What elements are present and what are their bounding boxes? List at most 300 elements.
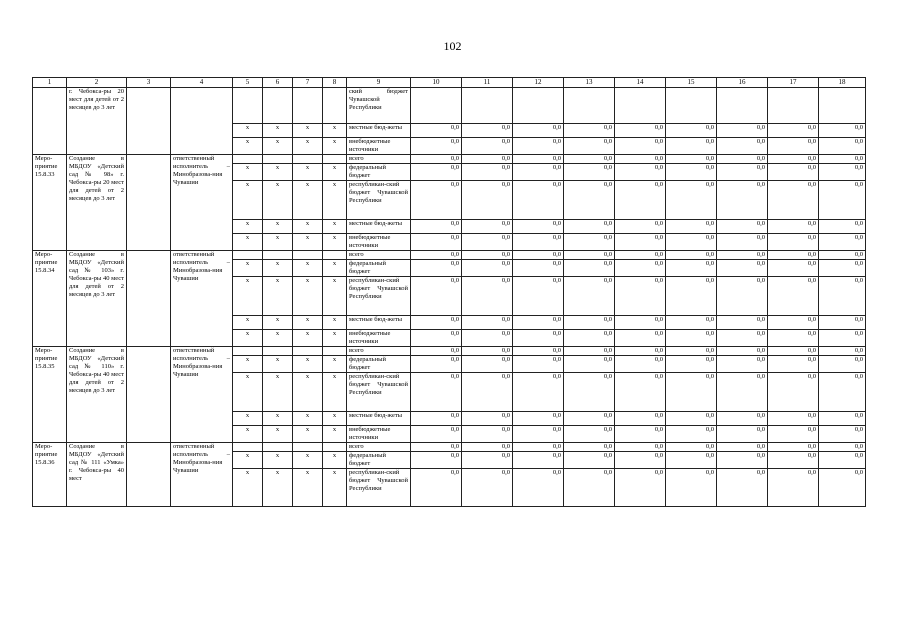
amount-cell: 0,0	[411, 164, 462, 181]
code-mark: x	[263, 452, 293, 469]
code-mark: x	[323, 138, 347, 155]
amount-cell: 0,0	[462, 412, 513, 426]
table-row	[33, 155, 866, 164]
amount-cell: 0,0	[717, 412, 768, 426]
object-cell: Создание в МБДОУ «Детский сад № 110» г. Чебокса-ры 40 мест для детей от 2 месяцев до 3 лет	[67, 347, 127, 443]
code-mark: x	[293, 373, 323, 412]
amount-cell: 0,0	[819, 316, 866, 330]
funding-source: местные бюд-жеты	[347, 220, 411, 234]
amount-cell: 0,0	[717, 373, 768, 412]
code-mark: x	[263, 316, 293, 330]
code-mark: x	[263, 412, 293, 426]
amount-cell: 0,0	[513, 443, 564, 452]
code-mark: x	[233, 124, 263, 138]
amount-cell: 0,0	[564, 347, 615, 356]
funding-source: республикан-ский бюджет Чувашской Республики	[347, 181, 411, 220]
code-mark: x	[323, 234, 347, 251]
code-mark	[293, 251, 323, 260]
amount-cell: 0,0	[819, 277, 866, 316]
code-mark: x	[323, 316, 347, 330]
amount-cell: 0,0	[768, 426, 819, 443]
amount-cell: 0,0	[717, 164, 768, 181]
amount-cell: 0,0	[717, 234, 768, 251]
amount-cell: 0,0	[411, 452, 462, 469]
amount-cell	[615, 88, 666, 124]
code-mark: x	[323, 330, 347, 347]
funding-source: внебюджетные источники	[347, 330, 411, 347]
funding-source: федеральный бюджет	[347, 260, 411, 277]
code-mark: x	[323, 220, 347, 234]
amount-cell: 0,0	[513, 220, 564, 234]
amount-cell: 0,0	[666, 181, 717, 220]
code-mark: x	[323, 426, 347, 443]
code-mark	[263, 155, 293, 164]
funding-source: местные бюд-жеты	[347, 412, 411, 426]
code-mark	[293, 347, 323, 356]
amount-cell: 0,0	[411, 155, 462, 164]
code-mark: x	[323, 373, 347, 412]
amount-cell: 0,0	[513, 181, 564, 220]
funding-source: местные бюд-жеты	[347, 124, 411, 138]
amount-cell: 0,0	[819, 155, 866, 164]
amount-cell: 0,0	[819, 452, 866, 469]
amount-cell: 0,0	[411, 373, 462, 412]
amount-cell: 0,0	[615, 260, 666, 277]
amount-cell: 0,0	[717, 443, 768, 452]
amount-cell: 0,0	[768, 251, 819, 260]
responsible-cell: ответственный исполнитель – Минобразова-ния Чувашии	[171, 251, 233, 347]
code-mark: x	[293, 452, 323, 469]
code-mark: x	[233, 469, 263, 507]
amount-cell: 0,0	[666, 356, 717, 373]
amount-cell: 0,0	[462, 277, 513, 316]
amount-cell: 0,0	[819, 260, 866, 277]
amount-cell: 0,0	[717, 469, 768, 507]
funding-source: всего	[347, 347, 411, 356]
amount-cell: 0,0	[819, 373, 866, 412]
object-cell: Создание в МБДОУ «Детский сад № 98» г. Чебокса-ры 20 мест для детей от 2 месяцев до 3 лет	[67, 155, 127, 251]
responsible-cell: ответственный исполнитель – Минобразова-ния Чувашии	[171, 155, 233, 251]
code-mark	[293, 88, 323, 124]
amount-cell: 0,0	[819, 181, 866, 220]
code-mark: x	[233, 138, 263, 155]
code-mark: x	[293, 412, 323, 426]
code-mark	[323, 251, 347, 260]
column-number-row	[33, 78, 866, 88]
amount-cell: 0,0	[666, 124, 717, 138]
table-row	[33, 443, 866, 452]
code-mark: x	[263, 181, 293, 220]
code-mark: x	[233, 356, 263, 373]
column-number: 8	[323, 78, 347, 88]
column-number: 14	[615, 78, 666, 88]
amount-cell: 0,0	[411, 251, 462, 260]
amount-cell	[666, 88, 717, 124]
amount-cell: 0,0	[768, 260, 819, 277]
amount-cell: 0,0	[615, 155, 666, 164]
object-cell: Создание в МБДОУ «Детский сад № 103» г. Чебокса-ры 40 мест для детей от 2 месяцев до 3 лет	[67, 251, 127, 347]
amount-cell: 0,0	[615, 220, 666, 234]
column-number: 17	[768, 78, 819, 88]
code-mark: x	[263, 373, 293, 412]
amount-cell: 0,0	[819, 426, 866, 443]
amount-cell	[411, 88, 462, 124]
code-mark: x	[293, 260, 323, 277]
code-mark: x	[233, 330, 263, 347]
amount-cell: 0,0	[717, 138, 768, 155]
object-cell: Создание в МБДОУ «Детский сад № 111 «Умка» г. Чебокса-ры 40 мест	[67, 443, 127, 507]
code-mark: x	[233, 164, 263, 181]
amount-cell: 0,0	[666, 316, 717, 330]
amount-cell: 0,0	[717, 155, 768, 164]
amount-cell: 0,0	[717, 277, 768, 316]
amount-cell: 0,0	[411, 330, 462, 347]
amount-cell: 0,0	[513, 277, 564, 316]
funding-source: всего	[347, 251, 411, 260]
column-number: 3	[127, 78, 171, 88]
funding-source: республикан-ский бюджет Чувашской Республики	[347, 277, 411, 316]
amount-cell: 0,0	[666, 164, 717, 181]
event-cell	[33, 88, 67, 155]
amount-cell: 0,0	[411, 356, 462, 373]
code-mark: x	[233, 373, 263, 412]
amount-cell: 0,0	[513, 155, 564, 164]
code-mark	[263, 443, 293, 452]
code-mark	[293, 443, 323, 452]
amount-cell: 0,0	[462, 469, 513, 507]
amount-cell: 0,0	[666, 138, 717, 155]
amount-cell: 0,0	[615, 373, 666, 412]
event-cell: Меро-приятие 15.8.33	[33, 155, 67, 251]
amount-cell: 0,0	[615, 181, 666, 220]
amount-cell: 0,0	[819, 164, 866, 181]
amount-cell: 0,0	[615, 347, 666, 356]
amount-cell: 0,0	[564, 251, 615, 260]
amount-cell: 0,0	[615, 412, 666, 426]
amount-cell: 0,0	[462, 316, 513, 330]
code-mark	[323, 88, 347, 124]
amount-cell: 0,0	[666, 234, 717, 251]
amount-cell: 0,0	[513, 316, 564, 330]
amount-cell: 0,0	[819, 347, 866, 356]
column-number: 1	[33, 78, 67, 88]
amount-cell: 0,0	[666, 469, 717, 507]
amount-cell: 0,0	[462, 138, 513, 155]
amount-cell: 0,0	[768, 347, 819, 356]
amount-cell: 0,0	[717, 330, 768, 347]
amount-cell: 0,0	[819, 443, 866, 452]
table-row	[33, 251, 866, 260]
code-mark: x	[323, 469, 347, 507]
amount-cell: 0,0	[411, 469, 462, 507]
amount-cell: 0,0	[513, 260, 564, 277]
code-mark: x	[233, 452, 263, 469]
responsible-cell: ответственный исполнитель – Минобразова-ния Чувашии	[171, 443, 233, 507]
column-number: 15	[666, 78, 717, 88]
code-mark: x	[323, 452, 347, 469]
code-mark: x	[293, 469, 323, 507]
amount-cell: 0,0	[564, 452, 615, 469]
amount-cell: 0,0	[666, 412, 717, 426]
amount-cell: 0,0	[768, 277, 819, 316]
amount-cell: 0,0	[513, 412, 564, 426]
amount-cell: 0,0	[564, 330, 615, 347]
amount-cell: 0,0	[411, 260, 462, 277]
funding-source: федеральный бюджет	[347, 452, 411, 469]
code-mark	[323, 347, 347, 356]
amount-cell	[768, 88, 819, 124]
code-mark: x	[293, 316, 323, 330]
code-mark: x	[293, 234, 323, 251]
code-mark: x	[293, 356, 323, 373]
funding-source: внебюджетные источники	[347, 426, 411, 443]
amount-cell: 0,0	[513, 138, 564, 155]
amount-cell	[819, 88, 866, 124]
responsible-cell	[171, 88, 233, 155]
funding-source: всего	[347, 155, 411, 164]
page-number: 102	[443, 39, 462, 53]
amount-cell: 0,0	[666, 330, 717, 347]
amount-cell: 0,0	[819, 251, 866, 260]
amount-cell: 0,0	[768, 452, 819, 469]
amount-cell: 0,0	[411, 347, 462, 356]
amount-cell: 0,0	[768, 316, 819, 330]
amount-cell: 0,0	[411, 277, 462, 316]
code-mark: x	[263, 426, 293, 443]
amount-cell: 0,0	[819, 124, 866, 138]
amount-cell: 0,0	[615, 164, 666, 181]
amount-cell: 0,0	[513, 330, 564, 347]
code-mark: x	[233, 426, 263, 443]
code-mark	[293, 155, 323, 164]
table-row	[33, 347, 866, 356]
column-number: 11	[462, 78, 513, 88]
amount-cell: 0,0	[768, 330, 819, 347]
code-mark	[323, 443, 347, 452]
amount-cell: 0,0	[564, 164, 615, 181]
amount-cell: 0,0	[768, 234, 819, 251]
code-mark: x	[323, 277, 347, 316]
amount-cell: 0,0	[462, 181, 513, 220]
code-mark	[233, 443, 263, 452]
code-mark: x	[233, 220, 263, 234]
amount-cell: 0,0	[462, 164, 513, 181]
amount-cell: 0,0	[615, 452, 666, 469]
amount-cell: 0,0	[513, 452, 564, 469]
code-mark: x	[293, 138, 323, 155]
amount-cell: 0,0	[462, 443, 513, 452]
amount-cell	[513, 88, 564, 124]
amount-cell	[564, 88, 615, 124]
amount-cell: 0,0	[717, 452, 768, 469]
amount-cell: 0,0	[411, 138, 462, 155]
amount-cell: 0,0	[717, 347, 768, 356]
amount-cell: 0,0	[564, 426, 615, 443]
funding-source: всего	[347, 443, 411, 452]
amount-cell: 0,0	[717, 260, 768, 277]
amount-cell: 0,0	[768, 124, 819, 138]
amount-cell: 0,0	[768, 469, 819, 507]
code-mark: x	[263, 234, 293, 251]
code-mark: x	[323, 164, 347, 181]
amount-cell: 0,0	[513, 426, 564, 443]
amount-cell: 0,0	[564, 155, 615, 164]
column-number: 13	[564, 78, 615, 88]
amount-cell: 0,0	[513, 124, 564, 138]
amount-cell: 0,0	[462, 251, 513, 260]
amount-cell: 0,0	[564, 220, 615, 234]
amount-cell: 0,0	[462, 373, 513, 412]
code-mark: x	[293, 277, 323, 316]
amount-cell: 0,0	[564, 277, 615, 316]
amount-cell: 0,0	[768, 412, 819, 426]
amount-cell: 0,0	[564, 373, 615, 412]
amount-cell: 0,0	[564, 316, 615, 330]
amount-cell: 0,0	[819, 356, 866, 373]
amount-cell: 0,0	[666, 452, 717, 469]
amount-cell: 0,0	[462, 220, 513, 234]
amount-cell: 0,0	[462, 452, 513, 469]
amount-cell: 0,0	[564, 260, 615, 277]
amount-cell: 0,0	[564, 234, 615, 251]
code-mark: x	[293, 220, 323, 234]
column-number: 10	[411, 78, 462, 88]
amount-cell: 0,0	[462, 155, 513, 164]
amount-cell: 0,0	[513, 234, 564, 251]
amount-cell: 0,0	[411, 220, 462, 234]
event-cell: Меро-приятие 15.8.34	[33, 251, 67, 347]
amount-cell: 0,0	[666, 220, 717, 234]
budget-table	[32, 77, 866, 507]
code-mark: x	[293, 164, 323, 181]
code-mark: x	[323, 260, 347, 277]
amount-cell: 0,0	[411, 426, 462, 443]
code-mark: x	[263, 469, 293, 507]
amount-cell: 0,0	[564, 124, 615, 138]
object-cell: г. Чебокса-ры 20 мест для детей от 2 месяцев до 3 лет	[67, 88, 127, 155]
funding-source: федеральный бюджет	[347, 356, 411, 373]
amount-cell: 0,0	[513, 373, 564, 412]
column-number: 16	[717, 78, 768, 88]
amount-cell: 0,0	[819, 469, 866, 507]
amount-cell	[717, 88, 768, 124]
amount-cell: 0,0	[564, 443, 615, 452]
column-number: 6	[263, 78, 293, 88]
funding-source: ский бюджет Чувашской Республики	[347, 88, 411, 124]
amount-cell: 0,0	[411, 412, 462, 426]
amount-cell: 0,0	[615, 356, 666, 373]
amount-cell: 0,0	[615, 234, 666, 251]
amount-cell: 0,0	[615, 443, 666, 452]
amount-cell: 0,0	[615, 316, 666, 330]
funding-source: внебюджетные источники	[347, 138, 411, 155]
amount-cell: 0,0	[411, 234, 462, 251]
column-3-cell	[127, 443, 171, 507]
column-3-cell	[127, 251, 171, 347]
amount-cell: 0,0	[717, 426, 768, 443]
amount-cell: 0,0	[411, 124, 462, 138]
amount-cell	[462, 88, 513, 124]
amount-cell: 0,0	[666, 373, 717, 412]
column-number: 7	[293, 78, 323, 88]
amount-cell: 0,0	[666, 155, 717, 164]
amount-cell: 0,0	[666, 443, 717, 452]
amount-cell: 0,0	[768, 138, 819, 155]
amount-cell: 0,0	[666, 347, 717, 356]
code-mark: x	[263, 124, 293, 138]
amount-cell: 0,0	[666, 277, 717, 316]
responsible-cell: ответственный исполнитель – Минобразова-ния Чувашии	[171, 347, 233, 443]
funding-source: внебюджетные источники	[347, 234, 411, 251]
amount-cell: 0,0	[666, 426, 717, 443]
amount-cell: 0,0	[717, 220, 768, 234]
code-mark	[263, 88, 293, 124]
code-mark: x	[233, 277, 263, 316]
code-mark	[233, 347, 263, 356]
column-number: 12	[513, 78, 564, 88]
amount-cell: 0,0	[819, 330, 866, 347]
event-cell: Меро-приятие 15.8.36	[33, 443, 67, 507]
amount-cell: 0,0	[717, 124, 768, 138]
code-mark	[323, 155, 347, 164]
column-3-cell	[127, 155, 171, 251]
amount-cell: 0,0	[717, 181, 768, 220]
amount-cell: 0,0	[615, 124, 666, 138]
code-mark	[233, 155, 263, 164]
code-mark: x	[323, 124, 347, 138]
code-mark: x	[233, 181, 263, 220]
amount-cell: 0,0	[768, 155, 819, 164]
amount-cell: 0,0	[411, 316, 462, 330]
amount-cell: 0,0	[615, 251, 666, 260]
amount-cell: 0,0	[768, 181, 819, 220]
amount-cell: 0,0	[462, 124, 513, 138]
amount-cell: 0,0	[564, 412, 615, 426]
amount-cell: 0,0	[462, 260, 513, 277]
code-mark	[263, 347, 293, 356]
code-mark: x	[263, 330, 293, 347]
amount-cell: 0,0	[564, 356, 615, 373]
code-mark: x	[233, 260, 263, 277]
amount-cell: 0,0	[768, 356, 819, 373]
code-mark: x	[293, 330, 323, 347]
code-mark	[263, 251, 293, 260]
funding-source: республикан-ский бюджет Чувашской Республики	[347, 469, 411, 507]
event-cell: Меро-приятие 15.8.35	[33, 347, 67, 443]
amount-cell: 0,0	[819, 234, 866, 251]
amount-cell: 0,0	[717, 316, 768, 330]
column-3-cell	[127, 347, 171, 443]
code-mark: x	[263, 220, 293, 234]
amount-cell: 0,0	[513, 347, 564, 356]
amount-cell: 0,0	[564, 181, 615, 220]
funding-source: республикан-ский бюджет Чувашской Республики	[347, 373, 411, 412]
amount-cell: 0,0	[717, 251, 768, 260]
amount-cell: 0,0	[819, 220, 866, 234]
amount-cell: 0,0	[411, 181, 462, 220]
funding-source: местные бюд-жеты	[347, 316, 411, 330]
code-mark: x	[233, 316, 263, 330]
amount-cell: 0,0	[615, 330, 666, 347]
amount-cell: 0,0	[666, 251, 717, 260]
code-mark: x	[263, 356, 293, 373]
code-mark	[233, 251, 263, 260]
code-mark: x	[233, 234, 263, 251]
amount-cell: 0,0	[411, 443, 462, 452]
code-mark: x	[293, 181, 323, 220]
amount-cell: 0,0	[513, 164, 564, 181]
amount-cell: 0,0	[615, 138, 666, 155]
